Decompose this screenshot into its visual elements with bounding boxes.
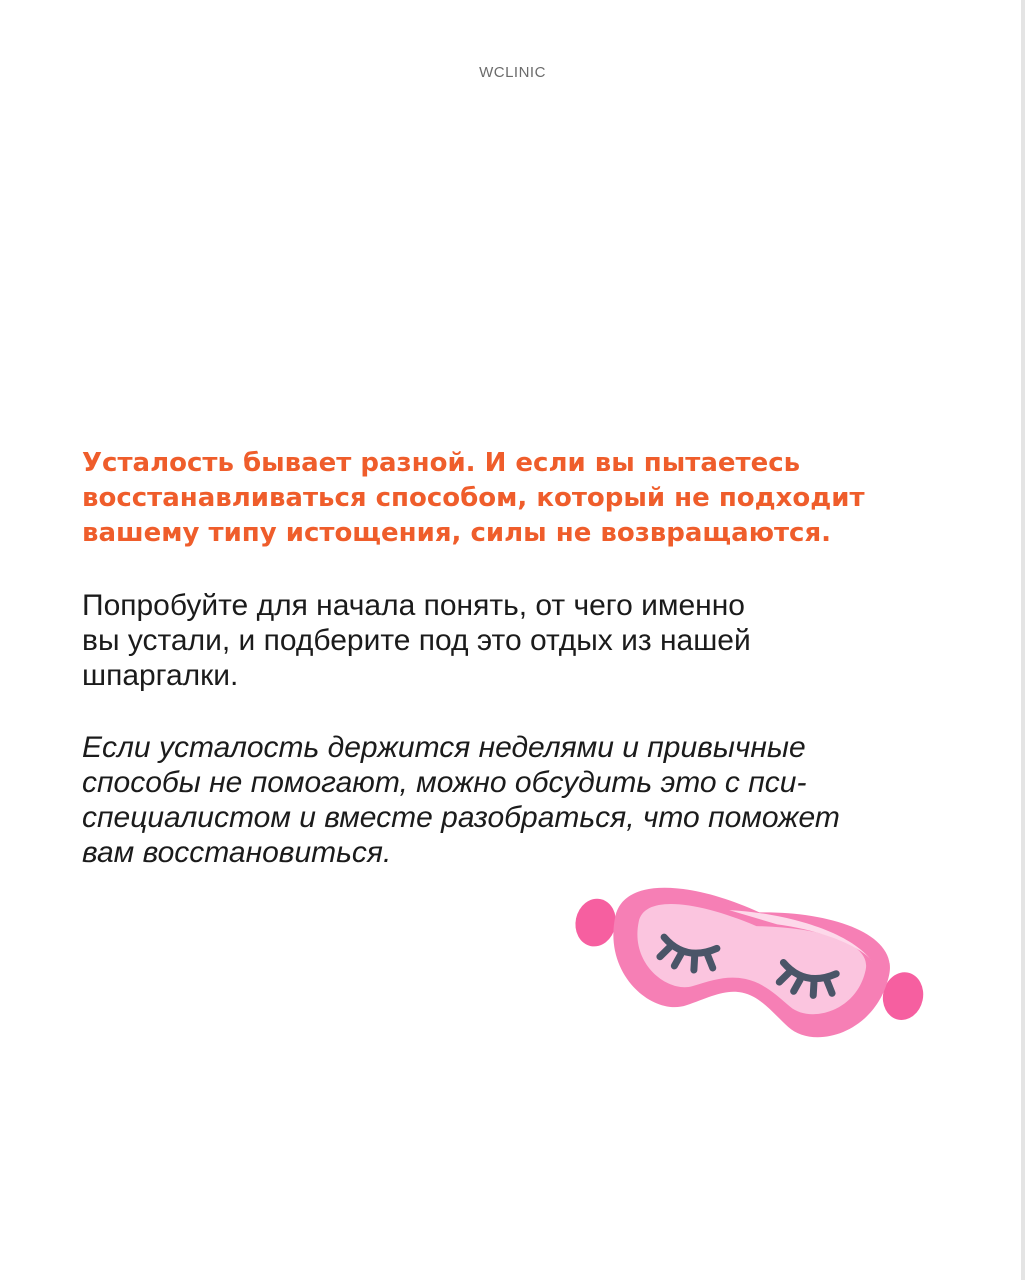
body-line: шпаргалки. [82, 659, 239, 692]
body-paragraph [82, 588, 962, 693]
page-edge [1021, 0, 1025, 1280]
note-paragraph [82, 730, 962, 870]
headline [82, 446, 962, 551]
headline-line: восстанавливаться способом, который не подходит [82, 483, 865, 513]
headline-line: Усталость бывает разной. И если вы пытаетесь [82, 448, 801, 478]
body-line: Попробуйте для начала понять, от чего именно [82, 589, 745, 622]
note-line: специалистом и вместе разобраться, что поможет [82, 801, 840, 834]
headline-line: вашему типу истощения, силы не возвращаются. [82, 518, 832, 548]
brand-label: WCLINIC [479, 64, 546, 81]
note-line: вам восстановиться. [82, 836, 392, 869]
sleep-mask-icon [566, 885, 926, 1065]
note-line: способы не помогают, можно обсудить это с пси- [82, 766, 807, 799]
note-line: Если усталость держится неделями и привычные [82, 731, 806, 764]
body-line: вы устали, и подберите под это отдых из нашей [82, 624, 751, 657]
